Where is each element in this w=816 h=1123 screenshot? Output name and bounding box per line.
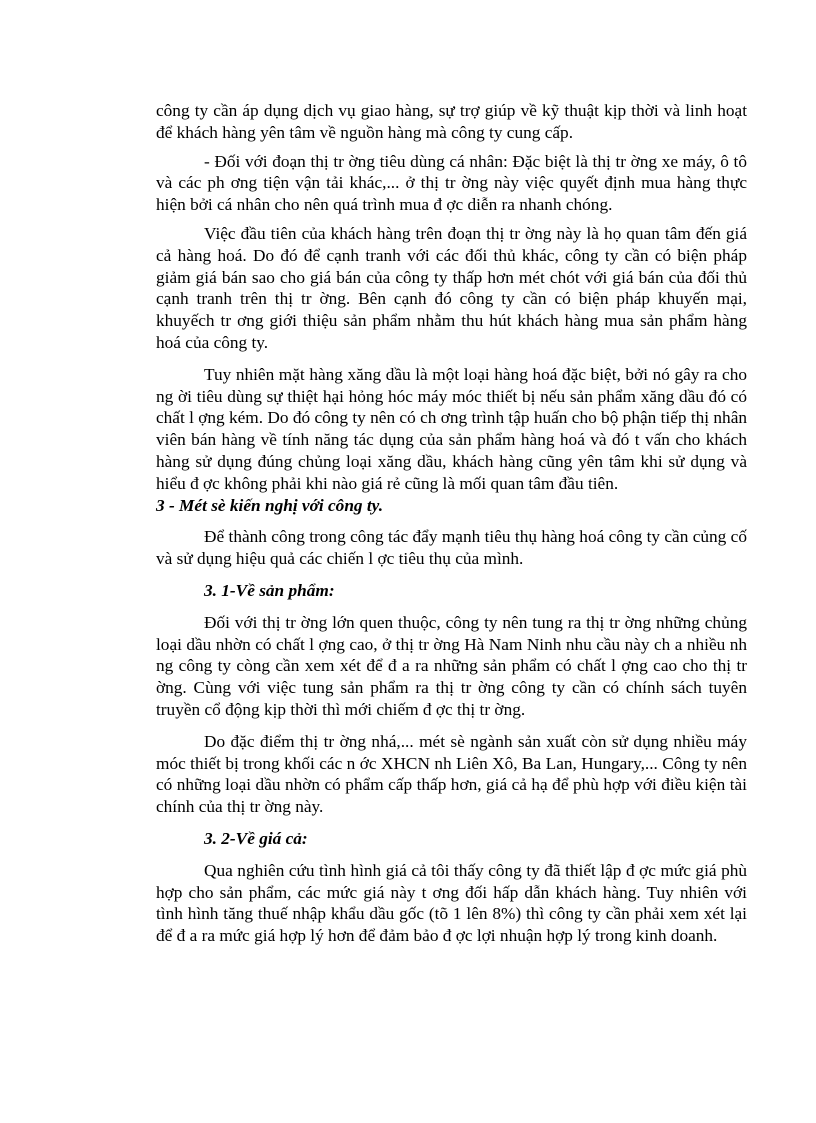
document-page [156,100,747,947]
subheading-price: 3. 2-Về giá cả: [204,828,308,848]
paragraph-price-concern: Việc đầu tiên của khách hàng trên đoạn thị tr ờng này là họ quan tâm đến giá cả hàng hoá. Do đó để cạnh tranh với các đối thủ khác, công ty cần có biện pháp giảm giá bán sao cho giá bán của công ty thấp hơn mét chót với giá bán của đối thủ cạnh tranh trên thị tr ờng. Bên cạnh đó công ty cần có biện pháp khuyến mại, khuyếch tr ơng giới thiệu sản phẩm nhằm thu hút khách hàng mua sản phẩm hàng hoá của công ty. [156,223,747,352]
paragraph-fuel-quality: Tuy nhiên mặt hàng xăng dầu là một loại hàng hoá đặc biệt, bởi nó gây ra cho ng ời tiêu dùng sự thiệt hại hỏng hóc máy móc thiết bị nếu sản phẩm xăng dầu đó có chất l ợng kém. Do đó công ty nên có ch ơng trình tập huấn cho bộ phận tiếp thị nhân viên bán hàng về tính năng tác dụng của sản phẩm hàng hoá và đó t vấn cho khách hàng sử dụng đúng chủng loại xăng dầu, khách hàng cũng yên tâm khi sử dụng và hiểu đ ợc không phải khi nào giá rẻ cũng là mối quan tâm đầu tiên. [156,364,747,493]
paragraph-continuation: công ty cần áp dụng dịch vụ giao hàng, sự trợ giúp về kỹ thuật kịp thời và linh hoạt để khách hàng yên tâm về nguồn hàng mà công ty cung cấp. [156,101,747,142]
subheading-product: 3. 1-Về sản phẩm: [204,580,335,600]
paragraph-pricing: Qua nghiên cứu tình hình giá cả tôi thấy công ty đã thiết lập đ ợc mức giá phù hợp cho sản phẩm, các mức giá này t ơng đối hấp dẫn khách hàng. Tuy nhiên với tình hình tăng thuế nhập khẩu dầu gốc (tõ 1 lên 8%) thì công ty cần phải xem xét lại để đ a ra mức giá hợp lý hơn để đảm bảo đ ợc lợi nhuận hợp lý trong kinh doanh. [156,860,747,946]
section-heading-recommendations: 3 - Mét sè kiến nghị với công ty. [156,495,384,515]
paragraph-product-market: Đối với thị tr ờng lớn quen thuộc, công ty nên tung ra thị tr ờng những chủng loại dầu nhờn có chất l ợng cao, ở thị tr ờng Hà Nam Ninh nhu cầu này ch a nhiều nh ng công ty còng cần xem xét để đ a ra những sản phẩm có chất l ợng cao cho thị tr ờng. Cùng với việc tung sản phẩm ra thị tr ờng công ty cần có chính sách tuyên truyền cổ động kịp thời thì mới chiếm đ ợc thị tr ờng. [156,612,747,719]
paragraph-market-characteristics: Do đặc điểm thị tr ờng nhá,... mét sè ngành sản xuất còn sử dụng nhiều máy móc thiết bị trong khối các n ớc XHCN nh Liên Xô, Ba Lan, Hungary,... Công ty nên có những loại dầu nhờn có phẩm cấp thấp hơn, giá cả hạ để phù hợp với điều kiện tài chính của thị tr ờng này. [156,731,747,817]
paragraph-personal-consumer-segment: - Đối với đoạn thị tr ờng tiêu dùng cá nhân: Đặc biệt là thị tr ờng xe máy, ô tô và các ph ơng tiện vận tải khác,... ở thị tr ờng này việc quyết định mua hàng thực hiện bởi cá nhân cho nên quá trình mua đ ợc diễn ra nhanh chóng. [156,151,747,215]
paragraph-strategy-intro: Để thành công trong công tác đẩy mạnh tiêu thụ hàng hoá công ty cần củng cố và sử dụng hiệu quả các chiến l ợc tiêu thụ của mình. [156,527,747,569]
